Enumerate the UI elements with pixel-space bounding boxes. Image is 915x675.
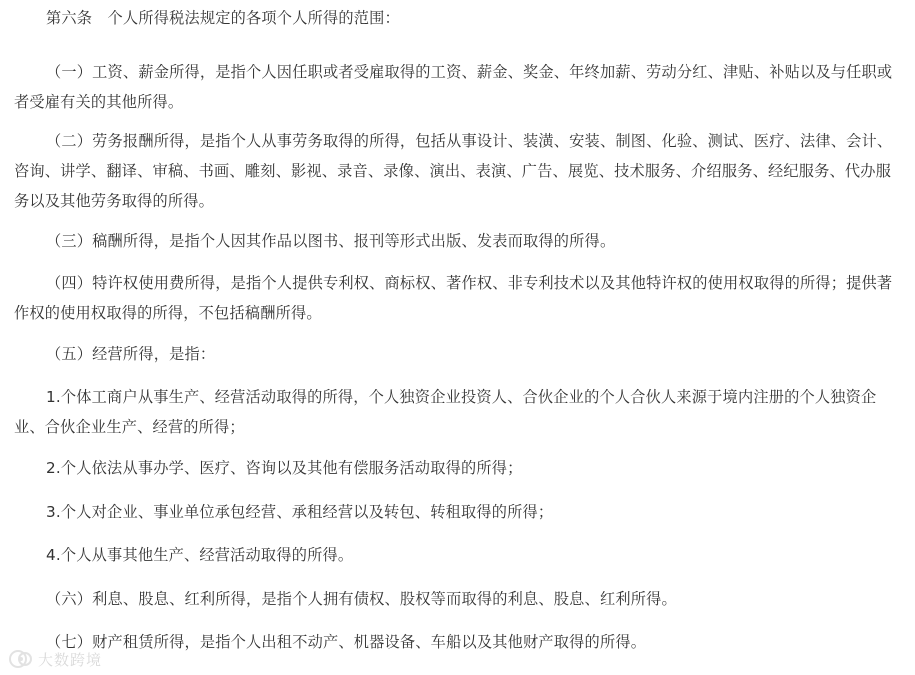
paragraph-property-lease: （七）财产租赁所得，是指个人出租不动产、机器设备、车船以及其他财产取得的所得。 <box>46 633 647 651</box>
watermark-logo-icon <box>8 646 34 672</box>
article-heading: 第六条 个人所得税法规定的各项个人所得的范围： <box>46 9 400 27</box>
paragraph-interest-dividends: （六）利息、股息、红利所得，是指个人拥有债权、股权等而取得的利息、股息、红利所得。 <box>46 590 677 608</box>
paragraph-wages: （一）工资、薪金所得，是指个人因任职或者受雇取得的工资、薪金、奖金、年终加薪、劳动分红、津贴、补贴以及与任职或者受雇有关的其他所得。 <box>14 63 893 111</box>
paragraph-royalties: （四）特许权使用费所得，是指个人提供专利权、商标权、著作权、非专利技术以及其他特许权的使用权取得的所得；提供著作权的使用权取得的所得，不包括稿酬所得。 <box>14 274 893 322</box>
watermark <box>8 645 102 673</box>
list-item-business-1: 1.个体工商户从事生产、经营活动取得的所得，个人独资企业投资人、合伙企业的个人合伙人来源于境内注册的个人独资企业、合伙企业生产、经营的所得； <box>14 388 877 436</box>
paragraph-author-remuneration: （三）稿酬所得，是指个人因其作品以图书、报刊等形式出版、发表而取得的所得。 <box>46 232 616 250</box>
paragraph-labor-remuneration: （二）劳务报酬所得，是指个人从事劳务取得的所得，包括从事设计、装潢、安装、制图、化验、测试、医疗、法律、会计、咨询、讲学、翻译、审稿、书画、雕刻、影视、录音、录像、演出、表演、广告、展览、技术服务、介绍服务、经纪服务、代办服务以及其他劳务取得的所得。 <box>14 132 893 210</box>
watermark-text: 大数跨境 <box>38 650 103 669</box>
paragraph-business-income: （五）经营所得，是指： <box>46 345 216 363</box>
list-item-business-2: 2.个人依法从事办学、医疗、咨询以及其他有偿服务活动取得的所得； <box>46 459 523 477</box>
list-item-business-3: 3.个人对企业、事业单位承包经营、承租经营以及转包、转租取得的所得； <box>46 503 554 521</box>
list-item-business-4: 4.个人从事其他生产、经营活动取得的所得。 <box>46 546 354 564</box>
